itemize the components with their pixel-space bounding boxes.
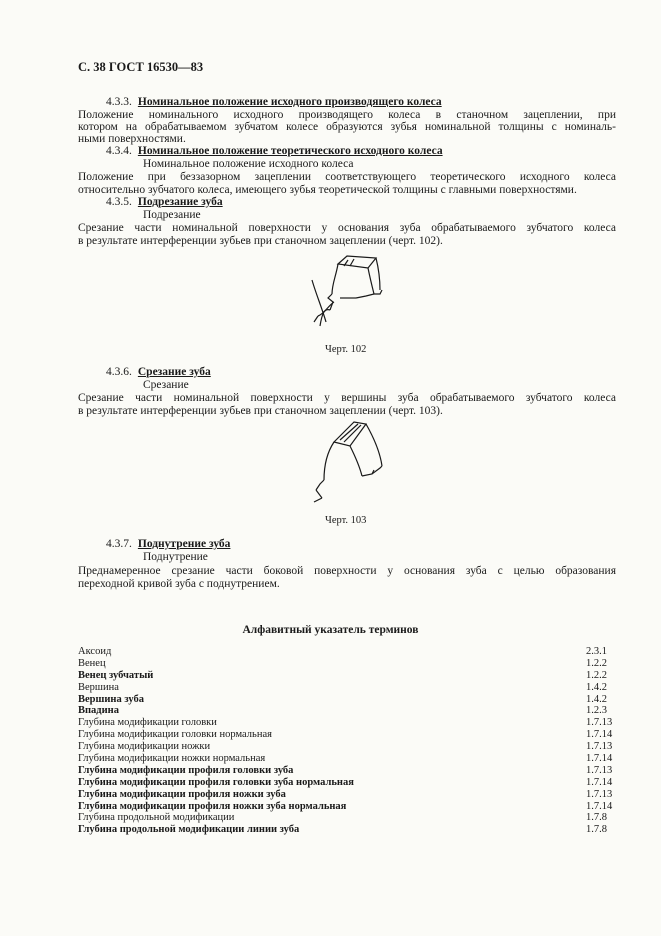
index-term: Вершина <box>78 681 119 693</box>
index-row <box>78 789 616 801</box>
index-row <box>78 765 616 777</box>
paragraph-line: ными поверхностями. <box>78 133 186 145</box>
index-row <box>78 741 616 753</box>
index-ref: 1.7.14 <box>586 753 613 765</box>
paragraph-line: Положение номинального исходного производящего колеса в станочном зацеплении, при <box>78 109 616 121</box>
index-ref: 1.7.13 <box>586 764 613 776</box>
section-number: 4.3.3. <box>106 96 132 108</box>
index-term: Глубина продольной модификации <box>78 812 235 824</box>
index-term: Глубина модификации профиля головки зуба <box>78 764 294 776</box>
index-term: Аксоид <box>78 646 112 657</box>
term-short: Номинальное положение исходного колеса <box>143 158 354 170</box>
index-term: Глубина модификации профиля ножки зуба нормальная <box>78 800 347 812</box>
index-term: Венец <box>78 657 106 669</box>
paragraph-line: Срезание части номинальной поверхности у вершины зуба обрабатываемого зубчатого колеса <box>78 392 616 404</box>
index-term: Глубина модификации ножки нормальная <box>78 753 266 765</box>
term-title: Подрезание зуба <box>137 196 223 208</box>
figure-102-caption: Черт. 102 <box>325 344 367 355</box>
index-term: Венец зубчатый <box>78 669 154 681</box>
index-ref: 1.4.2 <box>586 681 607 693</box>
page-header: С. 38 ГОСТ 16530—83 <box>78 60 204 74</box>
index-list <box>78 646 616 836</box>
index-ref: 2.3.1 <box>586 646 607 657</box>
index-ref: 1.2.3 <box>586 705 607 717</box>
section-number: 4.3.5. <box>106 196 132 208</box>
term-short: Поднутрение <box>143 551 208 563</box>
index-ref: 1.7.13 <box>586 717 613 729</box>
index-ref: 1.7.14 <box>586 776 613 788</box>
figure-102-undercut-tooth <box>300 250 390 330</box>
index-term: Глубина модификации головки нормальная <box>78 729 272 741</box>
index-term: Глубина модификации профиля ножки зуба <box>78 788 286 800</box>
term-title: Срезание зуба <box>137 366 211 378</box>
index-row <box>78 812 616 824</box>
section-number: 4.3.4. <box>106 145 132 157</box>
section-4-3-7-heading <box>106 538 230 551</box>
index-term: Глубина модификации головки <box>78 717 217 729</box>
index-row <box>78 694 616 706</box>
index-term: Глубина продольной модификации линии зуба <box>78 824 300 836</box>
index-term: Глубина модификации ножки <box>78 741 211 753</box>
index-term: Вершина зуба <box>78 693 144 705</box>
index-title: Алфавитный указатель терминов <box>242 624 419 636</box>
section-4-3-5-heading <box>106 196 223 209</box>
index-row <box>78 824 616 836</box>
figure-103-caption: Черт. 103 <box>325 515 367 526</box>
term-title: Номинальное положение теоретического исходного колеса <box>137 145 443 157</box>
index-row <box>78 753 616 765</box>
index-row <box>78 717 616 729</box>
term-title: Номинальное положение исходного производящего колеса <box>137 96 442 108</box>
paragraph-line: в результате интерференции зубьев при станочном зацеплении (черт. 102). <box>78 235 443 247</box>
index-ref: 1.4.2 <box>586 693 607 705</box>
index-row <box>78 658 616 670</box>
index-row <box>78 670 616 682</box>
figure-103-tooth-top-cut <box>300 418 390 508</box>
section-number: 4.3.7. <box>106 538 132 550</box>
index-row <box>78 801 616 813</box>
index-ref: 1.7.8 <box>586 824 607 836</box>
section-number: 4.3.6. <box>106 366 132 378</box>
index-ref: 1.7.13 <box>586 741 613 753</box>
paragraph-line: относительно зубчатого колеса, имеющего зубья теоретической толщины с главными поверхностями. <box>78 184 577 196</box>
index-ref: 1.7.8 <box>586 812 607 824</box>
section-4-3-6-heading <box>106 366 211 379</box>
index-row <box>78 705 616 717</box>
term-short: Подрезание <box>143 209 201 221</box>
section-4-3-4-heading <box>106 145 443 158</box>
term-short: Срезание <box>143 379 189 391</box>
paragraph-line: переходной кривой зуба с поднутрением. <box>78 578 280 590</box>
index-ref: 1.7.14 <box>586 729 613 741</box>
index-term: Впадина <box>78 705 119 717</box>
paragraph-line: в результате интерференции зубьев при станочном зацеплении (черт. 103). <box>78 405 443 417</box>
index-row <box>78 777 616 789</box>
term-title: Поднутрение зуба <box>137 538 231 550</box>
paragraph-line: Срезание части номинальной поверхности у основания зуба обрабатываемого зубчатого колеса <box>78 222 616 234</box>
index-ref: 1.7.13 <box>586 788 613 800</box>
index-ref: 1.7.14 <box>586 800 613 812</box>
index-row <box>78 729 616 741</box>
index-ref: 1.2.2 <box>586 669 607 681</box>
paragraph-line: котором на обрабатываемом зубчатом колесе образуются зубья номинальной толщины с номиналь- <box>78 121 616 133</box>
index-row <box>78 682 616 694</box>
index-row <box>78 646 616 658</box>
paragraph-line: Преднамеренное срезание части боковой поверхности у основания зуба с целью образования <box>78 565 616 577</box>
index-ref: 1.2.2 <box>586 657 607 669</box>
index-term: Глубина модификации профиля головки зуба нормальная <box>78 776 354 788</box>
section-4-3-3-heading <box>106 96 442 109</box>
paragraph-line: Положение при беззазорном зацеплении соответствующего теоретического исходного колеса <box>78 171 616 183</box>
